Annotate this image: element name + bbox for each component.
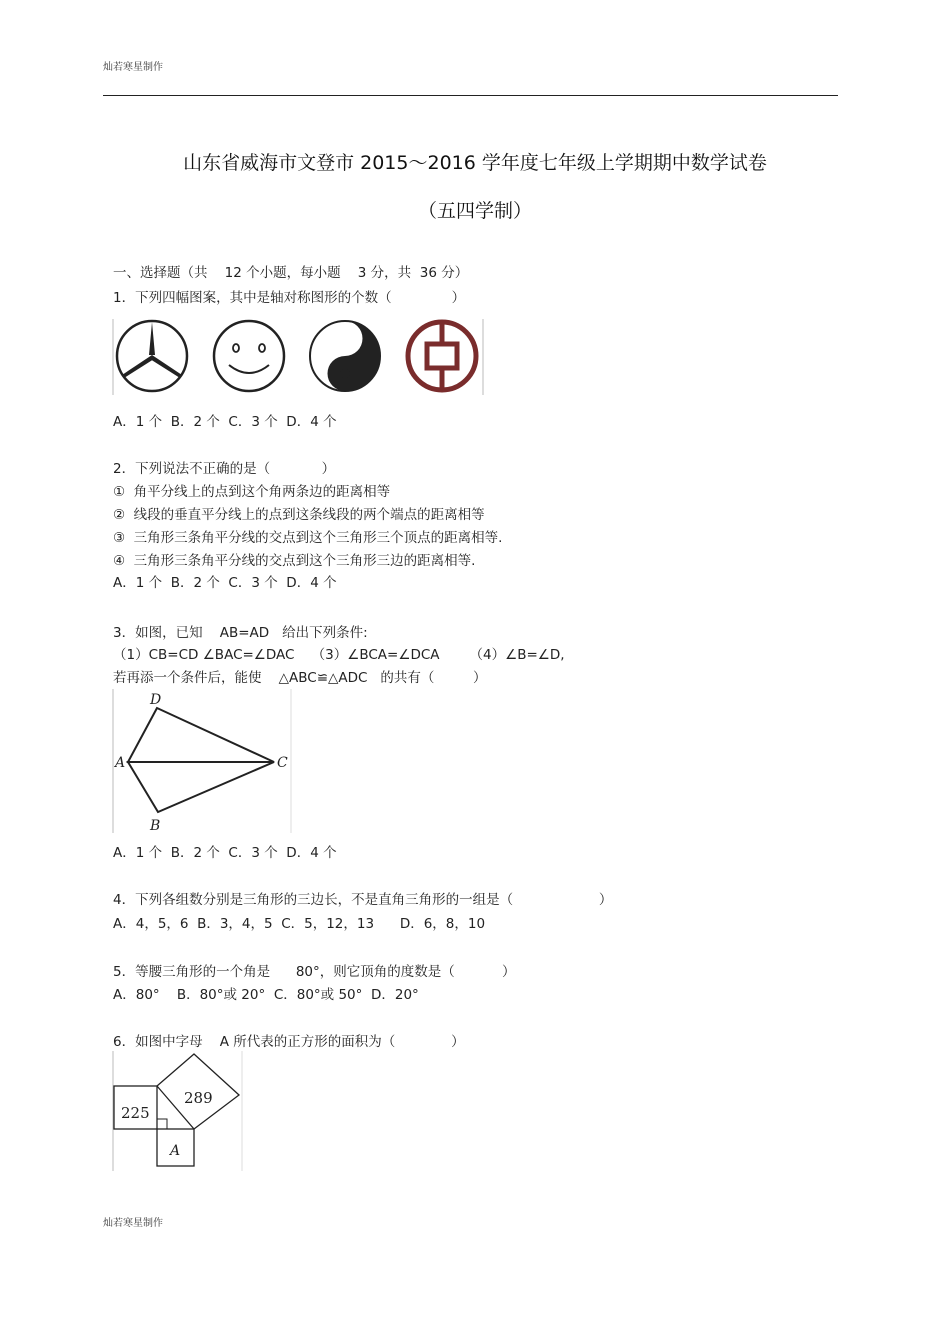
q3-figure xyxy=(112,689,292,833)
q3-options: A．1 个 B．2 个 C．3 个 D．4 个 xyxy=(113,845,337,861)
q5-options: A．80° B．80°或 20° C．80°或 50° D．20° xyxy=(113,987,419,1003)
square-label-289: 289 xyxy=(184,1089,213,1107)
q2-item: ① 角平分线上的点到这个角两条边的距离相等 xyxy=(113,484,391,500)
square-label-225: 225 xyxy=(121,1104,150,1122)
header-rule xyxy=(103,95,838,96)
section-heading: 一、选择题（共 12 个小题，每小题 3 分，共 36 分） xyxy=(113,265,469,281)
q2-item: ③ 三角形三条角平分线的交点到这个三角形三个顶点的距离相等. xyxy=(113,530,503,546)
q6-stem: 6．如图中字母 A 所代表的正方形的面积为（ ） xyxy=(113,1034,465,1050)
q6-figure xyxy=(112,1051,244,1171)
smiley-face-icon xyxy=(214,321,284,391)
q3-ask: 若再添一个条件后，能使 △ABC≌△ADC 的共有（ ） xyxy=(113,670,487,686)
bank-of-china-logo-icon xyxy=(408,322,476,390)
vertex-label-a: A xyxy=(115,755,126,771)
q1-stem: 1．下列四幅图案，其中是轴对称图形的个数（ ） xyxy=(113,290,466,306)
q2-options: A．1 个 B．2 个 C．3 个 D．4 个 xyxy=(113,575,337,591)
vertex-label-d: D xyxy=(150,692,162,708)
exam-subtitle: （五四学制） xyxy=(417,200,532,222)
q4-options: A．4，5，6 B．3，4，5 C．5，12，13 D．6，8，10 xyxy=(113,916,486,932)
vertex-label-b: B xyxy=(150,818,161,833)
page-footer: 灿若寒星制作 xyxy=(103,1218,163,1229)
yin-yang-icon xyxy=(310,321,380,391)
q2-item: ④ 三角形三条角平分线的交点到这个三角形三边的距离相等. xyxy=(113,553,476,569)
q4-stem: 4．下列各组数分别是三角形的三边长，不是直角三角形的一组是（ ） xyxy=(113,892,613,908)
q5-stem: 5．等腰三角形的一个角是 80°，则它顶角的度数是（ ） xyxy=(113,964,516,980)
q1-options: A．1 个 B．2 个 C．3 个 D．4 个 xyxy=(113,414,337,430)
exam-title: 山东省威海市文登市 2015～2016 学年度七年级上学期期中数学试卷 xyxy=(183,152,767,174)
vertex-label-c: C xyxy=(277,755,288,771)
page-header: 灿若寒星制作 xyxy=(103,62,163,73)
q3-stem: 3．如图，已知 AB=AD 给出下列条件: xyxy=(113,625,368,641)
q3-conditions: （1）CB=CD ∠BAC=∠DAC （3）∠BCA=∠DCA （4）∠B=∠D, xyxy=(113,647,565,663)
mercedes-logo-icon xyxy=(117,321,187,391)
q2-item: ② 线段的垂直平分线上的点到这条线段的两个端点的距离相等 xyxy=(113,507,485,523)
square-label-a: A xyxy=(170,1143,181,1159)
q2-stem: 2．下列说法不正确的是（ ） xyxy=(113,461,336,477)
q1-figure xyxy=(112,319,484,395)
